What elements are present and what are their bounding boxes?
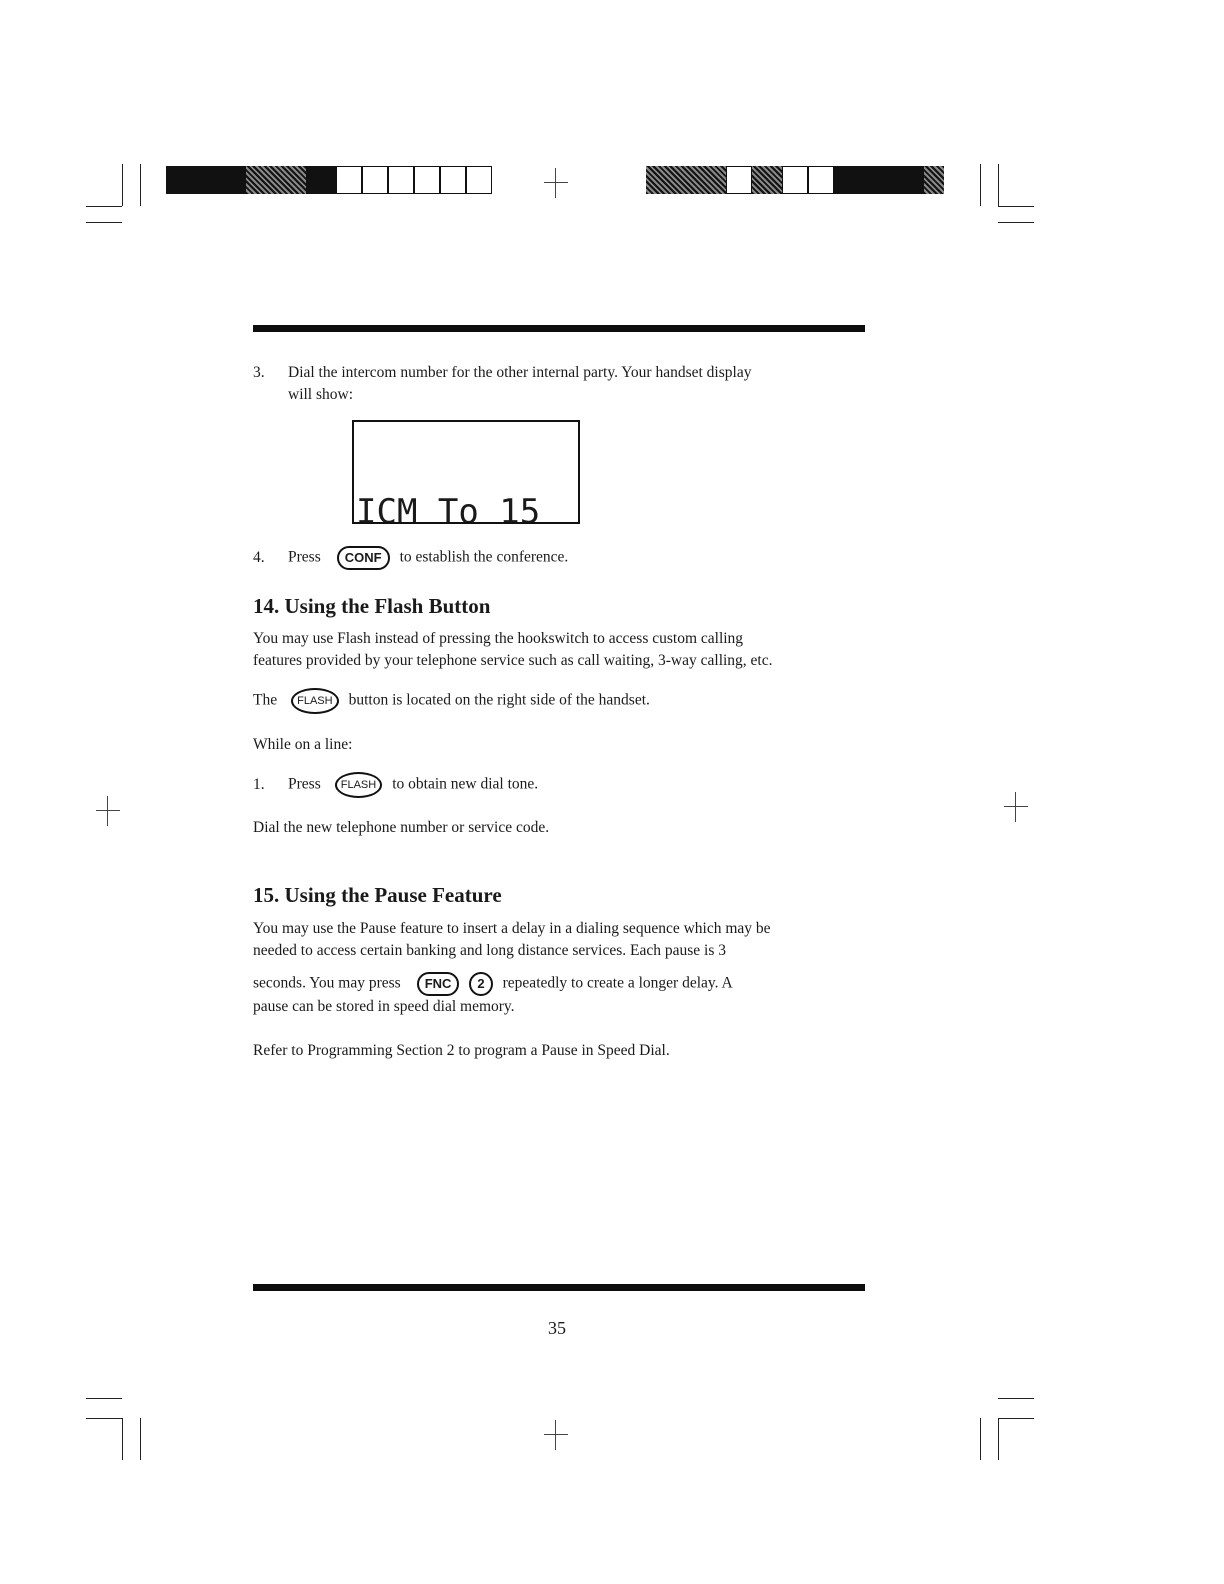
handset-display xyxy=(352,420,580,524)
crop-mark-tr-h2 xyxy=(998,222,1034,223)
crop-mark-tr-h xyxy=(998,206,1034,207)
registration-target-bottom xyxy=(544,1420,568,1450)
crop-mark-bl-h xyxy=(86,1398,122,1399)
registration-target-top xyxy=(544,168,568,198)
section-15-line3-after: repeatedly to create a longer delay. A xyxy=(502,974,733,992)
while-on-line: While on a line: xyxy=(253,736,353,753)
flash-key-icon: FLASH xyxy=(291,688,338,714)
registration-strip-left xyxy=(166,166,492,194)
fnc-key-icon: FNC xyxy=(417,972,460,996)
section-15-line3-before: seconds. You may press xyxy=(253,974,401,992)
crop-mark-tl-v xyxy=(122,164,123,206)
conf-key-icon: CONF xyxy=(337,546,390,570)
section-14-title: 14. Using the Flash Button xyxy=(253,594,491,618)
crop-mark-bl-v xyxy=(122,1418,123,1460)
crop-mark-tr-v xyxy=(980,164,981,206)
flash-step-1 xyxy=(253,772,873,798)
step-3-text: Dial the intercom number for the other internal party. Your handset display xyxy=(288,364,752,381)
section-14-intro-line1: You may use Flash instead of pressing the hookswitch to access custom calling xyxy=(253,630,744,647)
registration-strip-right xyxy=(646,166,944,194)
refer-programming: Refer to Programming Section 2 to program a Pause in Speed Dial. xyxy=(253,1042,670,1059)
step-3-number: 3. xyxy=(253,364,265,381)
registration-target-right xyxy=(1004,792,1028,822)
top-rule xyxy=(253,325,865,332)
crop-mark-tr-v2 xyxy=(998,164,999,206)
crop-mark-tl-h2 xyxy=(86,222,122,223)
flash-location-the: The xyxy=(253,691,278,709)
flash-step-press: Press xyxy=(288,775,321,793)
flash-location xyxy=(253,688,873,714)
crop-mark-tl-v2 xyxy=(140,164,141,206)
bottom-rule xyxy=(253,1284,865,1291)
section-15-press xyxy=(253,972,873,1018)
crop-mark-br-v xyxy=(998,1418,999,1460)
step-4 xyxy=(253,546,873,570)
crop-mark-tl-h xyxy=(86,206,122,207)
flash-step-after: to obtain new dial tone. xyxy=(392,775,539,793)
crop-mark-bl-h2 xyxy=(86,1418,122,1419)
step-4-after: to establish the conference. xyxy=(399,548,569,566)
flash-key-icon-2: FLASH xyxy=(335,772,382,798)
registration-target-left xyxy=(96,796,120,826)
section-15-line4: pause can be stored in speed dial memory. xyxy=(253,998,515,1015)
section-14-intro-line2: features provided by your telephone service such as call waiting, 3-way calling, etc. xyxy=(253,652,773,669)
crop-mark-br-h xyxy=(998,1398,1034,1399)
section-15-title: 15. Using the Pause Feature xyxy=(253,883,502,907)
section-15-line1: You may use the Pause feature to insert a delay in a dialing sequence which may be xyxy=(253,920,771,937)
step-4-press: Press xyxy=(288,548,321,566)
step-3 xyxy=(253,362,873,406)
step-4-number: 4. xyxy=(253,548,265,566)
crop-mark-br-v2 xyxy=(980,1418,981,1460)
crop-mark-bl-v2 xyxy=(140,1418,141,1460)
flash-step-number: 1. xyxy=(253,775,265,793)
flash-location-text: button is located on the right side of the handset. xyxy=(348,691,650,709)
section-15-line2: needed to access certain banking and long distance services. Each pause is 3 xyxy=(253,942,726,959)
display-line-1: ICM To 15 xyxy=(356,492,541,524)
section-14-intro xyxy=(253,628,873,672)
section-15-body xyxy=(253,918,873,962)
crop-mark-br-h2 xyxy=(998,1418,1034,1419)
step-3-text-cont: will show: xyxy=(288,386,354,403)
dial-new-number: Dial the new telephone number or service code. xyxy=(253,819,550,836)
two-key-icon: 2 xyxy=(469,972,492,996)
page-number: 35 xyxy=(548,1318,566,1338)
